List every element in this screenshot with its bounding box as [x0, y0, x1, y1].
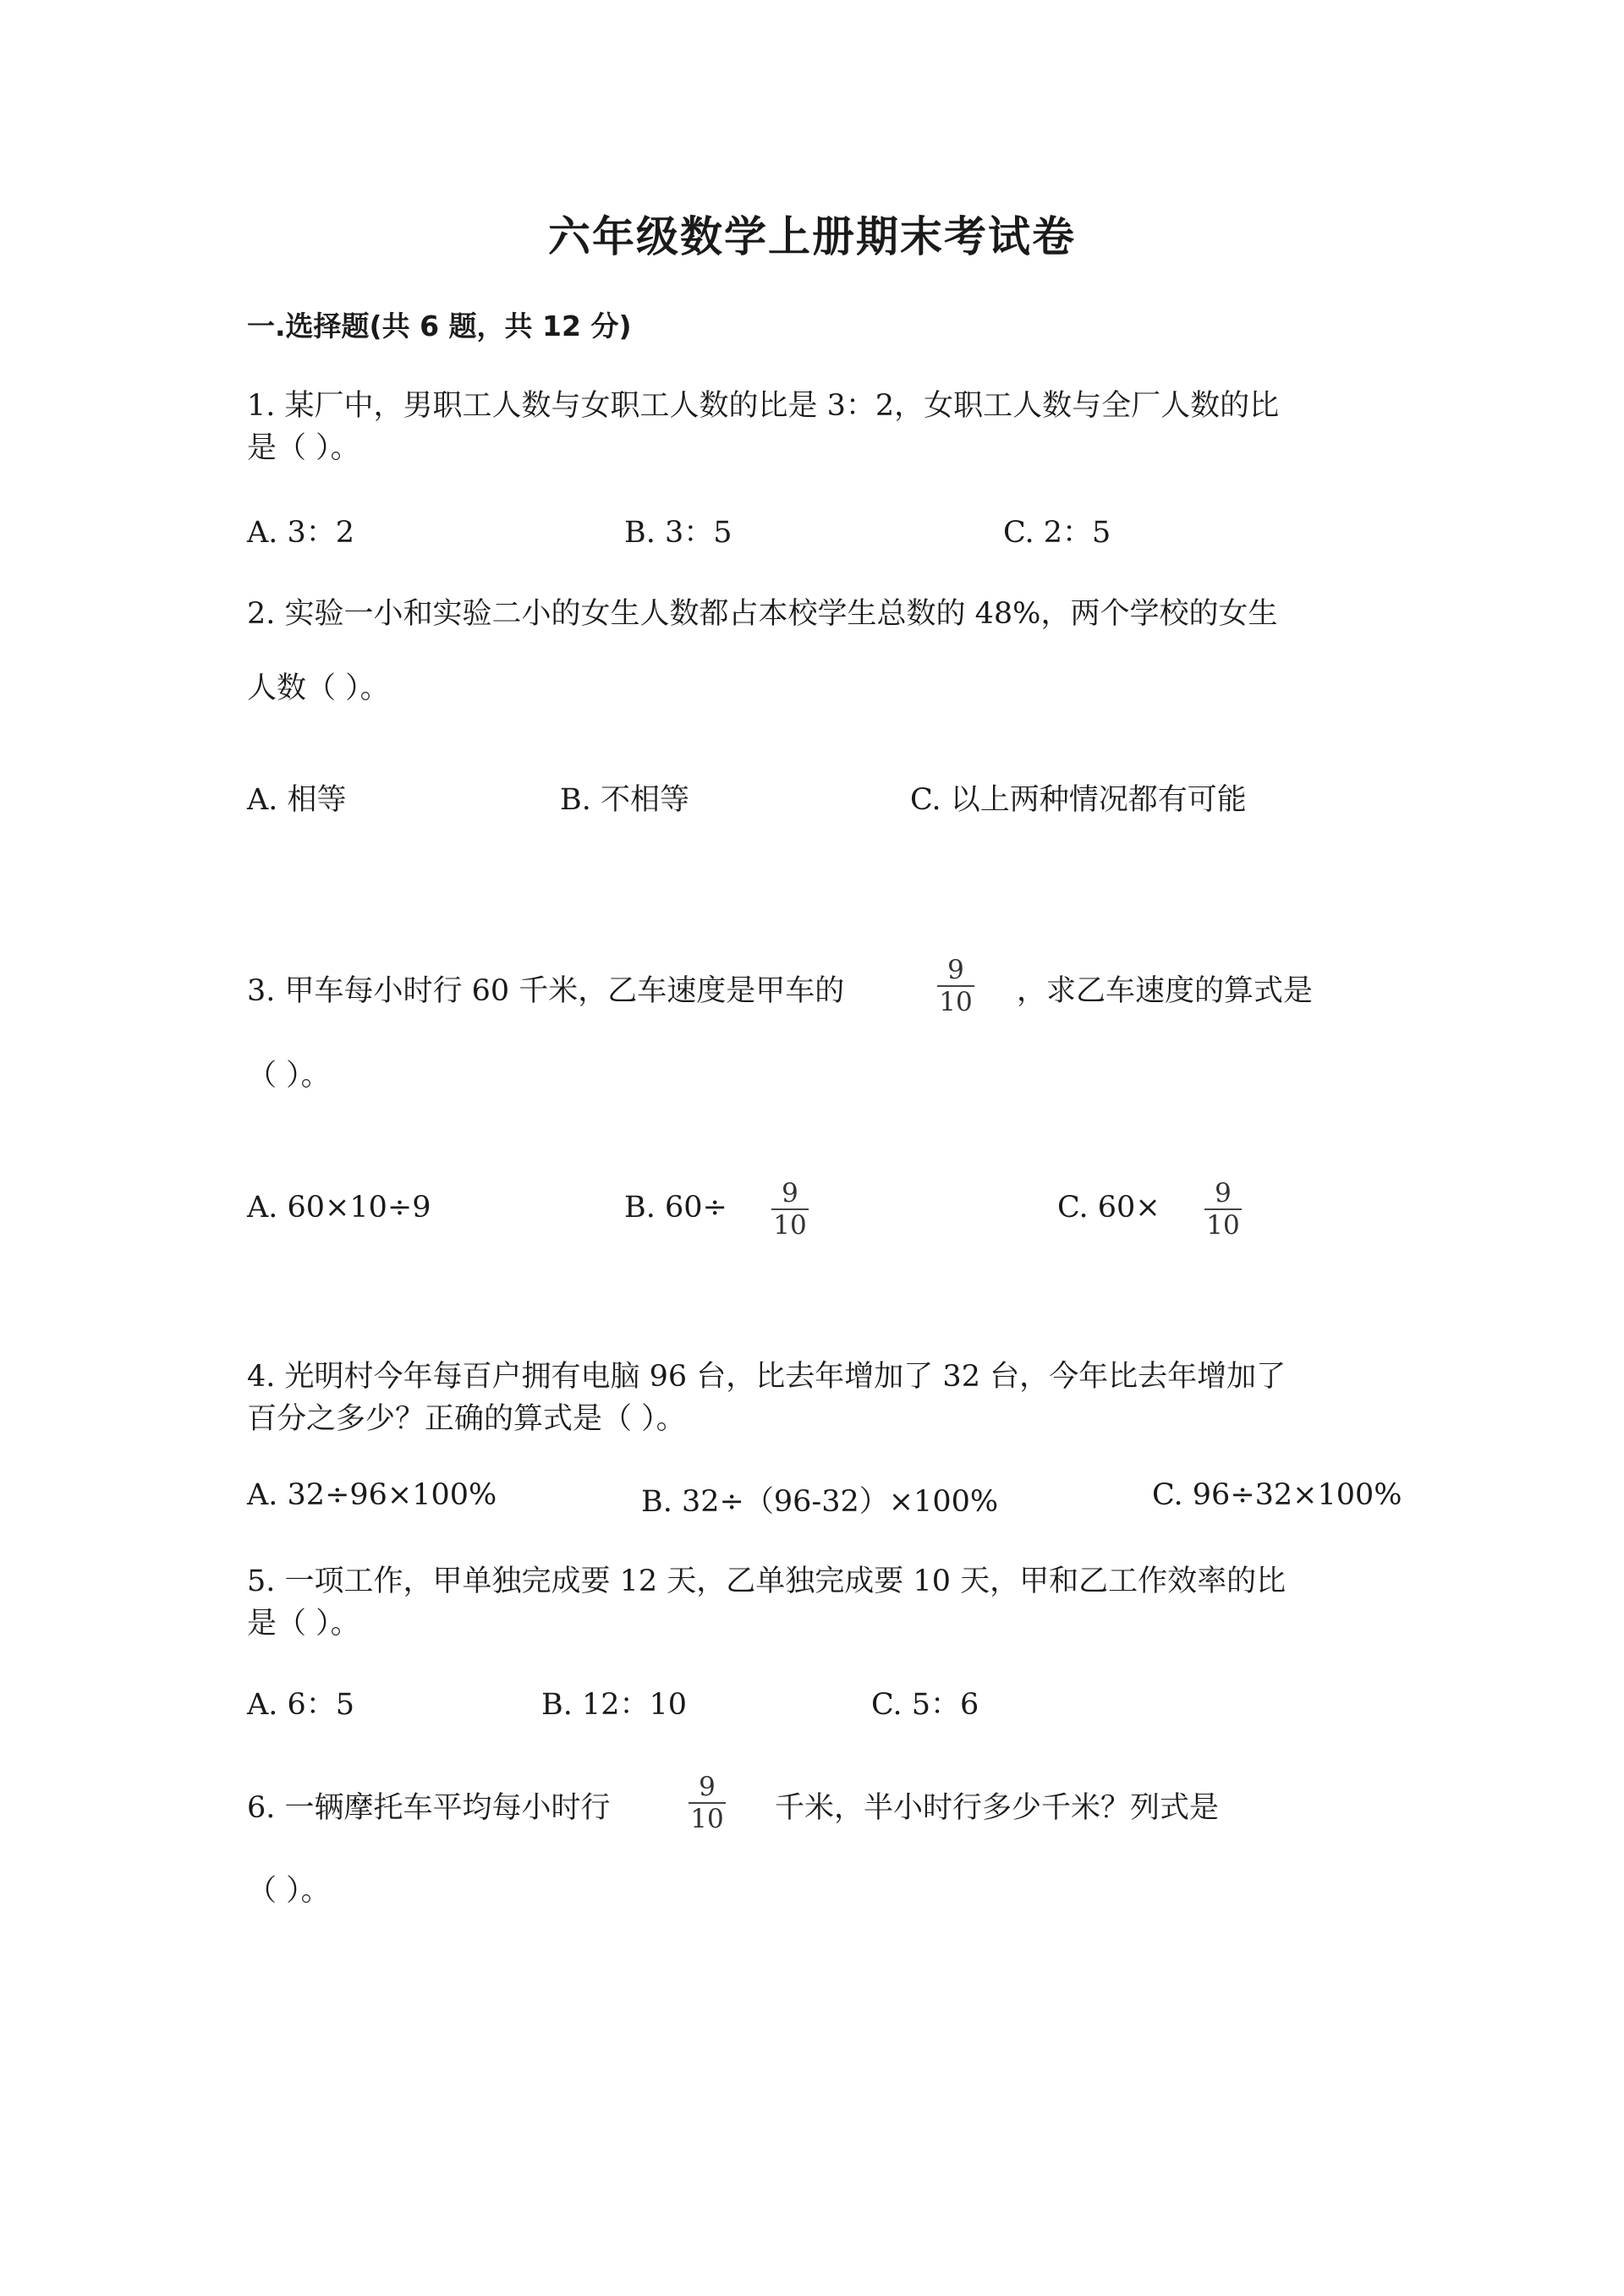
question-3-option-c: C. 60×	[1057, 1191, 1160, 1225]
question-6-line-1-start: 6. 一辆摩托车平均每小时行	[247, 1791, 611, 1825]
question-5-option-b: B. 12：10	[541, 1688, 688, 1722]
page-title: 六年级数学上册期末考试卷	[548, 212, 1076, 261]
question-1-option-b: B. 3：5	[624, 516, 732, 550]
question-3-option-a: A. 60×10÷9	[247, 1191, 431, 1225]
question-3-line-1-end: ，求乙车速度的算式是	[1017, 974, 1314, 1008]
question-1-line-1: 1. 某厂中，男职工人数与女职工人数的比是 3：2，女职工人数与全厂人数的比	[247, 389, 1280, 423]
question-3-line-1-start: 3. 甲车每小时行 60 千米，乙车速度是甲车的	[247, 974, 845, 1008]
question-4-line-1: 4. 光明村今年每百户拥有电脑 96 台，比去年增加了 32 台，今年比去年增加了	[247, 1360, 1287, 1394]
question-5-line-2: 是（ ）。	[247, 1607, 360, 1641]
question-2-option-a: A. 相等	[247, 783, 347, 817]
question-6-line-1-end: 千米，半小时行多少千米？列式是	[775, 1791, 1220, 1825]
question-1-option-a: A. 3：2	[247, 516, 355, 550]
question-3-line-2: （ ）。	[247, 1059, 331, 1093]
question-3-option-c-fraction	[1204, 1178, 1242, 1241]
question-1-line-2: 是（ ）。	[247, 431, 360, 465]
question-1-option-c: C. 2：5	[1003, 516, 1111, 550]
fraction-denominator: 10	[690, 1804, 724, 1834]
fraction-numerator: 9	[699, 1772, 716, 1802]
question-6-fraction	[689, 1774, 726, 1833]
question-5-line-1: 5. 一项工作，甲单独完成要 12 天，乙单独完成要 10 天，甲和乙工作效率的比	[247, 1564, 1287, 1598]
question-2-line-1: 2. 实验一小和实验二小的女生人数都占本校学生总数的 48%，两个学校的女生	[247, 597, 1278, 631]
fraction-numerator: 9	[782, 1178, 798, 1208]
question-4-option-c: C. 96÷32×100%	[1152, 1478, 1402, 1512]
question-4-option-b: B. 32÷（96-32）×100%	[641, 1485, 999, 1519]
fraction-denominator: 10	[1206, 1210, 1240, 1241]
question-6-line-2: （ ）。	[247, 1874, 331, 1908]
question-2-option-b: B. 不相等	[560, 783, 689, 817]
question-4-line-2: 百分之多少？正确的算式是（ ）。	[247, 1402, 686, 1436]
section-heading: 一.选择题(共 6 题，共 12 分)	[247, 310, 632, 342]
question-3-fraction	[937, 957, 974, 1016]
fraction-numerator: 9	[947, 955, 964, 985]
question-2-line-2: 人数（ ）。	[247, 671, 390, 705]
fraction-denominator: 10	[773, 1210, 807, 1241]
question-5-option-c: C. 5：6	[871, 1688, 979, 1722]
question-5-option-a: A. 6：5	[247, 1688, 355, 1722]
question-4-option-a: A. 32÷96×100%	[247, 1478, 497, 1512]
fraction-numerator: 9	[1215, 1178, 1232, 1208]
question-2-option-c: C. 以上两种情况都有可能	[910, 783, 1247, 817]
fraction-denominator: 10	[939, 987, 973, 1017]
question-3-option-b-fraction	[771, 1178, 809, 1241]
question-3-option-b: B. 60÷	[624, 1191, 727, 1225]
